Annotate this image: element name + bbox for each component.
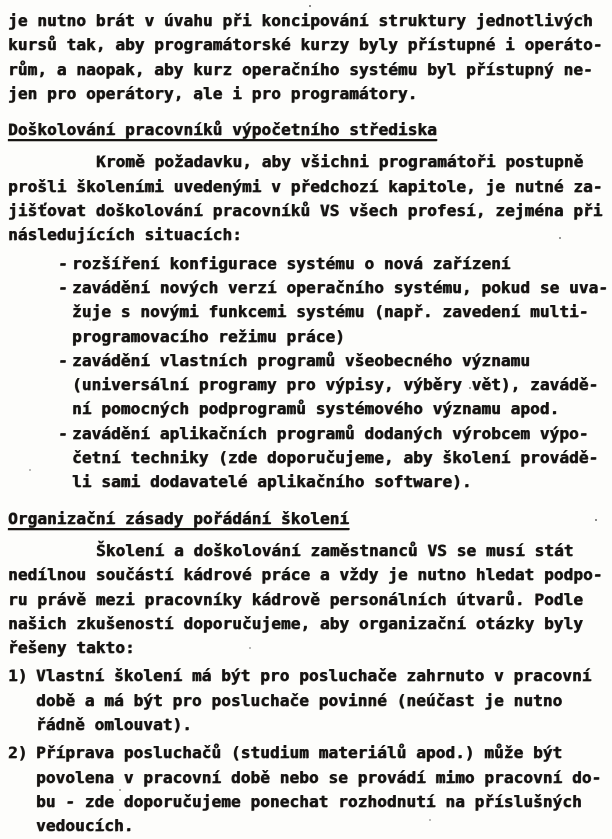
paragraph-retraining-intro — [8, 150, 606, 247]
text-line: vedoucích. — [36, 816, 134, 836]
bullet-marker: - — [58, 253, 68, 273]
paragraph-organization-intro — [8, 539, 606, 660]
text-line: kursů tak, aby programátorské kurzy byly přístupné i operáto- — [8, 35, 603, 55]
text-line: následujících situacích: — [8, 225, 242, 245]
section-heading-organization: Organizační zásady pořádání školení — [8, 508, 350, 528]
text-line: rům, a naopak, aby kurz operačního systému byl přístupný ne- — [8, 59, 593, 79]
section-heading-retraining: Doškolování pracovníků výpočetního střediska — [8, 120, 437, 140]
text-line: rozšíření konfigurace systému o nová zařízení — [72, 253, 511, 273]
text-line: nedílnou součástí kádrové práce a vždy je nutno hledat podpo- — [8, 565, 603, 585]
bullet-item — [8, 422, 606, 495]
text-line: prošli školeními uvedenými v předchozí kapitole, je nutné za- — [8, 176, 603, 196]
numbered-item — [8, 664, 606, 737]
numbered-item-marker: 1) — [8, 666, 28, 686]
text-line: Příprava posluchačů (studium materiálů apod.) může být — [36, 743, 563, 763]
text-line: povolena v pracovní době nebo se provádí mimo pracovní do- — [36, 767, 602, 787]
situations-bullet-list — [8, 252, 609, 495]
bullet-item — [8, 252, 606, 276]
text-line: li sami dodavatelé aplikačního software). — [72, 472, 472, 492]
continuation-paragraph — [8, 9, 606, 106]
text-line: (universální programy pro výpisy, výběry vět), zavádě- — [72, 375, 599, 395]
text-line: době a má být pro posluchače povinné (neúčast je nutno — [36, 690, 563, 710]
text-line: Vlastní školení má být pro posluchače zahrnuto v pracovní — [36, 666, 592, 686]
text-line: řádně omlouvat). — [36, 715, 192, 735]
text-line: četní techniky (zde doporučujeme, aby školení provádě- — [72, 448, 599, 468]
text-line: jen pro operátory, ale i pro programátory. — [8, 83, 418, 103]
text-line: řešeny takto: — [8, 638, 135, 658]
text-line: jišťovat doškolování pracovníků VS všech profesí, zejména při — [8, 201, 603, 221]
numbered-item-marker: 2) — [8, 743, 28, 763]
text-line: ru právě mezi pracovníky kádrově personálních útvarů. Podle — [8, 589, 583, 609]
text-line: zavádění nových verzí operačního systému, pokud se uva- — [72, 277, 609, 297]
bullet-marker: - — [58, 277, 68, 297]
text-line: je nutno brát v úvahu při koncipování struktury jednotlivých — [8, 11, 593, 30]
text-line: našich zkušeností doporučujeme, aby organizační otázky byly — [8, 613, 583, 633]
text-line: bu - zde doporučujeme ponechat rozhodnutí na příslušných — [36, 791, 582, 811]
bullet-item — [8, 276, 609, 349]
text-line: zavádění vlastních programů všeobecného významu — [72, 350, 531, 370]
bullet-marker: - — [58, 423, 68, 443]
bullet-item — [8, 349, 606, 422]
text-line: žuje s novými funkcemi systému (např. zavedení multi- — [72, 302, 589, 322]
text-line: Školení a doškolování zaměstnanců VS se musí stát — [96, 540, 574, 560]
text-line: ní pomocných podprogramů systémového významu apod. — [72, 399, 560, 419]
bullet-marker: - — [58, 350, 68, 370]
organization-numbered-list — [8, 664, 606, 838]
text-line: programovacího režimu práce) — [72, 326, 345, 346]
numbered-item — [8, 741, 606, 838]
text-line: zavádění aplikačních programů dodaných výrobcem výpo- — [72, 423, 589, 443]
text-line: Kromě požadavku, aby všichni programátoři postupně — [96, 152, 584, 172]
